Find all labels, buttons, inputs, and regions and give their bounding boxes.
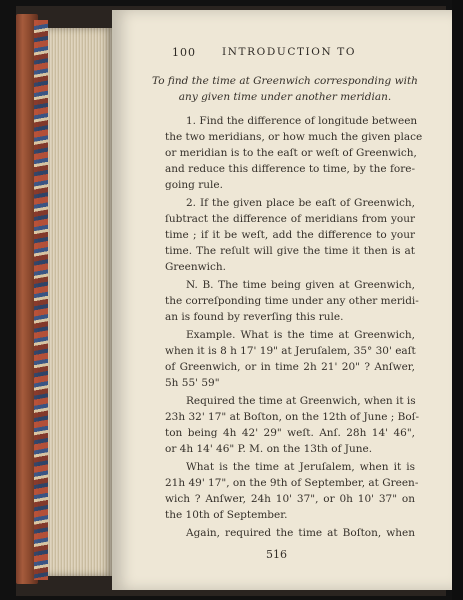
text-line: 2. If the given place be eaſt of Greenwich, (186, 197, 415, 209)
section-title-line: To find the time at Greenwich corresponding with (152, 75, 418, 87)
text-line: 21h 49' 17", on the 9th of September, at Green- (165, 477, 419, 489)
text-line: time. The reſult will give the time it then is at (165, 245, 415, 257)
text-line: the correſponding time under any other meridi- (165, 295, 419, 307)
text-line: Greenwich. (165, 261, 226, 273)
marbled-edge (34, 20, 48, 580)
text-line: the two meridians, or how much the given place (165, 131, 423, 143)
text-line: and reduce this difference to time, by the fore- (165, 163, 415, 175)
signature-mark: 516 (266, 548, 287, 561)
text-line: ton being 4h 42' 29" weſt. Anſ. 28h 14' 46", (165, 427, 415, 439)
text-line: the 10th of September. (165, 509, 288, 521)
text-line: going rule. (165, 179, 223, 191)
page-edges (48, 28, 114, 576)
text-line: Example. What is the time at Greenwich, (186, 329, 415, 341)
text-line: ſubtract the difference of meridians from your (165, 213, 415, 225)
text-line: of Greenwich, or in time 2h 21' 20" ? Anſwer, (165, 361, 415, 373)
text-line: or 4h 14' 46" P. M. on the 13th of June. (165, 443, 373, 455)
text-line: 5h 55' 59" (165, 377, 220, 389)
text-line: 1. Find the difference of longitude between (186, 115, 418, 127)
text-line: time ; if it be weſt, add the difference to your (165, 229, 415, 241)
text-line: when it is 8 h 17' 19" at Jeruſalem, 35° 30' eaſt (165, 345, 416, 357)
running-head: INTRODUCTION TO (222, 46, 357, 58)
text-line: 23h 32' 17" at Boſton, on the 12th of June ; Boſ- (165, 411, 420, 423)
text-line: Again, required the time at Boſton, when (186, 527, 415, 539)
text-line: What is the time at Jeruſalem, when it is (186, 461, 415, 473)
page-number: 100 (172, 46, 196, 59)
text-line: an is found by reverſing this rule. (165, 311, 344, 323)
text-line: wich ? Anſwer, 24h 10' 37", or 0h 10' 37" on (165, 493, 415, 505)
text-line: N. B. The time being given at Greenwich, (186, 279, 415, 291)
text-line: or meridian is to the eaſt or weſt of Greenwich, (165, 147, 417, 159)
text-line: Required the time at Greenwich, when it is (186, 395, 416, 407)
section-title-line: any given time under another meridian. (178, 91, 392, 103)
right-shadow (452, 0, 463, 600)
